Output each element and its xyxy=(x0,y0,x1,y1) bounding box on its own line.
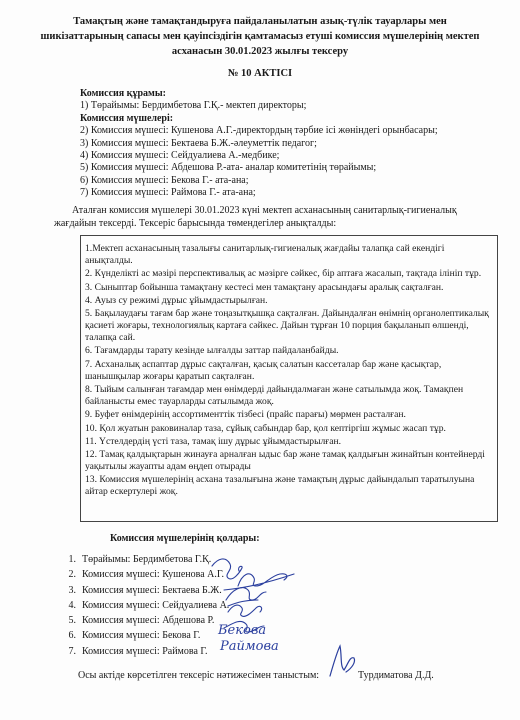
finding-item: 6. Тағамдарды тарату кезінде ылғалды заттар пайдаланбайды. xyxy=(85,345,339,357)
finding-item: 4. Ауыз су режимі дұрыс ұйымдастырылған. xyxy=(85,294,268,306)
composition-heading: Комиссия құрамы: xyxy=(80,88,166,99)
finding-item: 7. Асханалық аспаптар дұрыс сақталған, қасық салатын кассеталар бар және қасықтар, шанышқылар жоғары қаратып сақталған. xyxy=(85,358,442,382)
signature-row: 4. Комиссия мүшесі: Сейдуалиева А. xyxy=(68,599,230,611)
member-line: 2) Комиссия мүшесі: Кушенова А.Г.-директордың тәрбие ісі жөніндегі орынбасары; xyxy=(80,125,438,137)
finding-item: 2. Күнделікті ас мәзірі перспективалық ас мәзірге сәйкес, бір аптаға жасалып, тақтада ілініп тұр. xyxy=(85,268,482,280)
finding-item: 13. Комиссия мүшелерінің асхана тазалығына және тамақтың дұрыс дайындалып таратылуына айтар ескертулері жоқ. xyxy=(85,474,475,498)
commission-composition xyxy=(80,88,500,200)
finding-item: 12. Тамақ қалдықтарын жинауға арналған ыдыс бар және тамақ қалдығын жинайтын контейнерді уақытылы жауапты адам өңдеп отырады xyxy=(85,449,485,473)
document-header xyxy=(40,14,480,59)
finding-item: 8. Тыйым салынған тағамдар мен өнімдерді дайындалмаған және сатылымда жоқ. Тамақпен байланысты емес тауарларды сатылымда жоқ. xyxy=(85,383,464,407)
member-line: 4) Комиссия мүшесі: Сейдуалиева А.-медбике; xyxy=(80,150,280,162)
intro-paragraph: Аталған комиссия мүшелері 30.01.2023 күні мектеп асханасының санитарлық-гигиеналық жағдайын тексерді. Тексеріс барысында төмендегілер анықталды: xyxy=(54,205,457,229)
header-line-3: асханасын 30.01.2023 жылғы тексеру xyxy=(171,46,349,57)
header-line-1: Тамақтың және тамақтандыруға пайдаланылатын азық-түлік тауарлары мен xyxy=(73,16,447,27)
act-number: № 10 АКТІСІ xyxy=(227,68,293,79)
members-heading: Комиссия мүшелері: xyxy=(80,112,174,124)
acknowledgement-label: Осы актіде көрсетілген тексеріс нәтижесімен таныстым: xyxy=(78,670,320,681)
signatures-title: Комиссия мүшелерінің қолдары: xyxy=(110,533,260,544)
finding-item: 5. Бақылаудағы тағам бар және тоңазытқышқа сақталған. Дайындалған өнімнің органолептикалық қасиеті жоғары, технологиялық картаға сәйкес. Дайын тұрған 10 порция бақыланып өлшенді, талапқа сай. xyxy=(85,308,489,343)
signature-row: 5. Комиссия мүшесі: Абдешова Р. xyxy=(68,615,215,627)
signature-list xyxy=(58,552,358,659)
signature-row: 3. Комиссия мүшесі: Бектаева Б.Ж. xyxy=(68,584,222,596)
composition-chair: 1) Төрайымы: Бердимбетова Г.Қ.- мектеп директоры; xyxy=(80,100,307,112)
signature-row: 2. Комиссия мүшесі: Кушенова А.Г. xyxy=(68,569,225,581)
finding-item: 11. Үстелдердің үсті таза, тамақ ішу дұрыс ұйымдастырылған. xyxy=(85,435,342,447)
signature-row: 6. Комиссия мүшесі: Бекова Г. xyxy=(68,630,201,642)
finding-item: 10. Қол жуатын раковиналар таза, сұйық сабындар бар, қол кептіргіш жұмыс жасап тұр. xyxy=(85,422,446,434)
findings-box xyxy=(80,235,498,522)
signature-row: 7. Комиссия мүшесі: Раймова Г. xyxy=(68,645,208,657)
member-line: 7) Комиссия мүшесі: Раймова Г.- ата-ана; xyxy=(80,187,256,199)
handwritten-name-raimova: Раймова xyxy=(220,639,279,654)
header-line-2: шикізаттарының сапасы мен қауіпсіздігін қамтамасыз етуші комиссия мүшелерінің мектеп xyxy=(40,31,480,42)
acknowledgement-name: Турдиматова Д.Д. xyxy=(358,670,434,681)
signature-row: 1. Төрайымы: Бердимбетова Г.Қ. xyxy=(68,554,212,565)
finding-item: 3. Сыныптар бойынша тамақтану кестесі мен тамақтану арасындағы аралық сақталған. xyxy=(85,281,444,293)
member-line: 5) Комиссия мүшесі: Абдешова Р.-ата- аналар комитетінің төрайымы; xyxy=(80,162,377,174)
member-line: 3) Комиссия мүшесі: Бектаева Б.Ж.-әлеуметтік педагог; xyxy=(80,137,317,149)
finding-item: 9. Буфет өнімдерінің ассортименттік тізбесі (прайс парағы) мөрмен расталған. xyxy=(85,409,406,421)
handwritten-name-bekova: Бекова xyxy=(218,623,267,638)
member-line: 6) Комиссия мүшесі: Бекова Г.- ата-ана; xyxy=(80,174,249,186)
finding-item: 1.Мектеп асханасының тазалығы санитарлық-гигиеналық жағдайы талапқа сай екендігі анықталды. xyxy=(85,243,445,266)
